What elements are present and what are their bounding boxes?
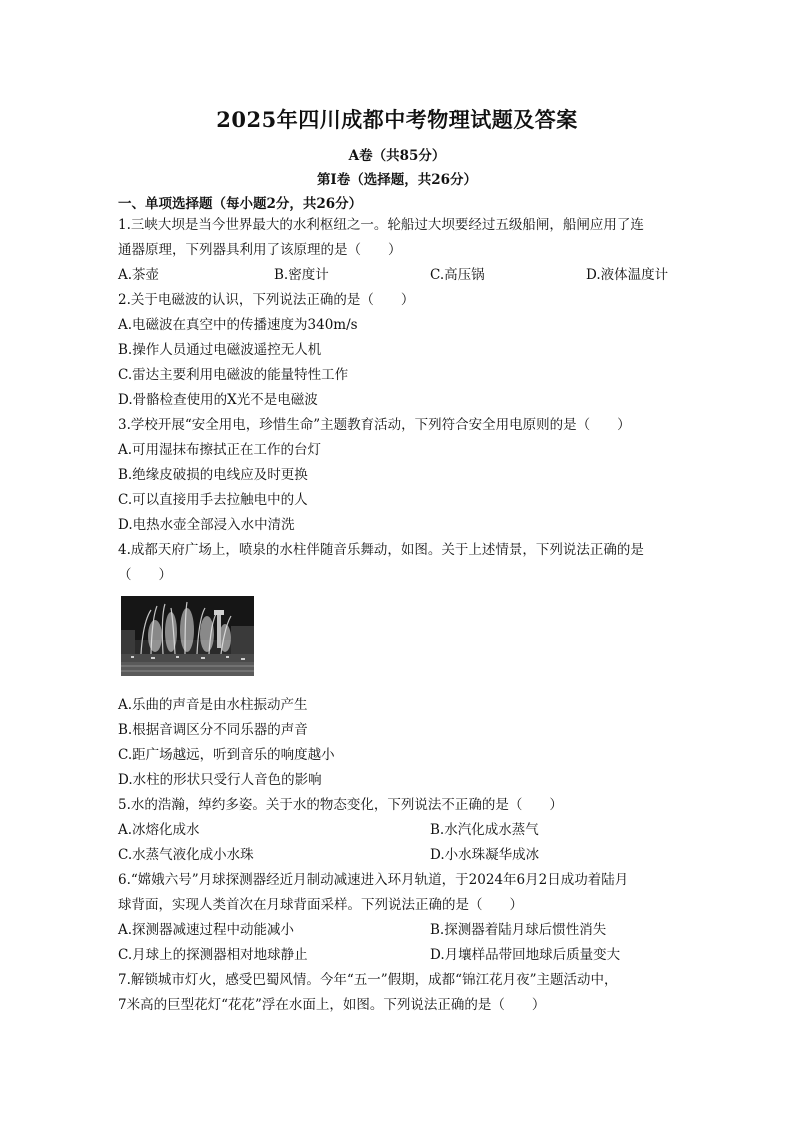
q1-stem-line2: 通器原理，下列器具利用了该原理的是（ ）	[118, 242, 402, 258]
q4-option-b: B.根据音调区分不同乐器的声音	[118, 722, 308, 738]
fountain-illustration	[121, 596, 254, 676]
q6-stem-line2: 球背面，实现人类首次在月球背面采样。下列说法正确的是（ ）	[118, 897, 523, 913]
q4-stem-line2: （ ）	[118, 567, 172, 583]
section-one-heading: 一、单项选择题（每小题2分，共26分）	[118, 196, 363, 212]
q6-option-d: D.月壤样品带回地球后质量变大	[430, 947, 621, 963]
q6-stem-line1: 6.“嫦娥六号”月球探测器经近月制动减速进入环月轨道，于2024年6月2日成功着陆月	[118, 872, 629, 888]
q4-option-c: C.距广场越远，听到音乐的响度越小	[118, 747, 335, 763]
q1-option-b: B.密度计	[274, 267, 329, 283]
q4-option-d: D.水柱的形状只受行人音色的影响	[118, 772, 322, 788]
q4-option-a: A.乐曲的声音是由水柱振动产生	[118, 697, 308, 713]
q3-option-d: D.电热水壶全部浸入水中清洗	[118, 517, 295, 533]
q1-option-d: D.液体温度计	[586, 267, 669, 283]
q3-option-a: A.可用湿抹布擦拭正在工作的台灯	[118, 442, 322, 458]
fountain-photo	[121, 596, 254, 676]
q2-stem: 2.关于电磁波的认识，下列说法正确的是（ ）	[118, 292, 415, 308]
q2-option-a: A.电磁波在真空中的传播速度为340m/s	[118, 317, 358, 333]
q2-option-c: C.雷达主要利用电磁波的能量特性工作	[118, 367, 349, 383]
q6-option-a: A.探测器减速过程中动能减小	[118, 922, 295, 938]
q3-stem: 3.学校开展“安全用电，珍惜生命”主题教育活动，下列符合安全用电原则的是（ ）	[118, 417, 631, 433]
q6-option-c: C.月球上的探测器相对地球静止	[118, 947, 308, 963]
q7-stem-line1: 7.解锁城市灯火，感受巴蜀风情。今年“五一”假期，成都“锦江花月夜”主题活动中，	[118, 972, 618, 988]
part-one-heading: 第Ⅰ卷（选择题，共26分）	[316, 172, 478, 188]
q4-stem-line1: 4.成都天府广场上，喷泉的水柱伴随音乐舞动，如图。关于上述情景，下列说法正确的是	[118, 542, 644, 558]
q2-option-b: B.操作人员通过电磁波遥控无人机	[118, 342, 322, 358]
paper-a-heading: A卷（共85分）	[348, 148, 446, 164]
q5-option-c: C.水蒸气液化成小水珠	[118, 847, 254, 863]
q2-option-d: D.骨骼检查使用的X光不是电磁波	[118, 392, 318, 408]
q5-option-b: B.水汽化成水蒸气	[430, 822, 539, 838]
q3-option-b: B.绝缘皮破损的电线应及时更换	[118, 467, 308, 483]
q1-stem-line1: 1.三峡大坝是当今世界最大的水利枢纽之一。轮船过大坝要经过五级船闸，船闸应用了连	[118, 217, 644, 233]
q5-option-a: A.冰熔化成水	[118, 822, 200, 838]
q3-option-c: C.可以直接用手去拉触电中的人	[118, 492, 308, 508]
q1-option-c: C.高压锅	[430, 267, 485, 283]
q1-option-a: A.茶壶	[118, 267, 160, 283]
q5-option-d: D.小水珠凝华成冰	[430, 847, 540, 863]
page-title: 2025年四川成都中考物理试题及答案	[216, 107, 578, 132]
q5-stem: 5.水的浩瀚，绰约多姿。关于水的物态变化，下列说法不正确的是（ ）	[118, 797, 563, 813]
q7-stem-line2: 7米高的巨型花灯“花花”浮在水面上，如图。下列说法正确的是（ ）	[118, 997, 546, 1013]
q6-option-b: B.探测器着陆月球后惯性消失	[430, 922, 607, 938]
